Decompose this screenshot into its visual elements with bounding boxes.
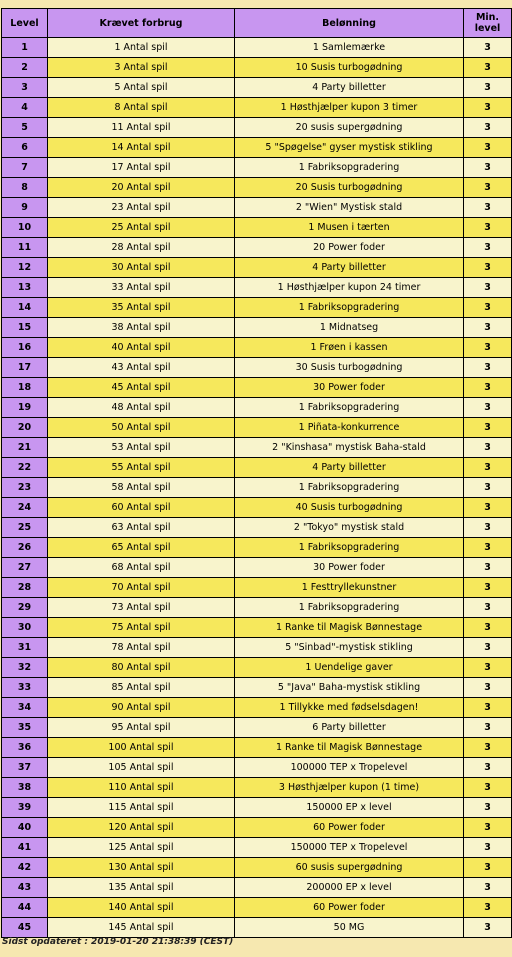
- level-cell: 43: [2, 878, 48, 898]
- reward-cell: 40 Susis turbogødning: [235, 498, 464, 518]
- table-row: [2, 638, 512, 658]
- reward-cell: 60 susis supergødning: [235, 858, 464, 878]
- table-row: [2, 78, 512, 98]
- requirement-cell: 28 Antal spil: [48, 238, 235, 258]
- level-cell: 31: [2, 638, 48, 658]
- reward-cell: 4 Party billetter: [235, 78, 464, 98]
- min-level-cell: 3: [464, 838, 512, 858]
- requirement-cell: 11 Antal spil: [48, 118, 235, 138]
- table-row: [2, 718, 512, 738]
- reward-cell: 100000 TEP x Tropelevel: [235, 758, 464, 778]
- requirement-cell: 75 Antal spil: [48, 618, 235, 638]
- table-row: [2, 398, 512, 418]
- reward-cell: 1 Ranke til Magisk Bønnestage: [235, 738, 464, 758]
- level-cell: 5: [2, 118, 48, 138]
- requirement-cell: 78 Antal spil: [48, 638, 235, 658]
- min-level-cell: 3: [464, 298, 512, 318]
- min-level-cell: 3: [464, 478, 512, 498]
- min-level-cell: 3: [464, 258, 512, 278]
- requirement-cell: 25 Antal spil: [48, 218, 235, 238]
- min-level-cell: 3: [464, 438, 512, 458]
- table-row: [2, 478, 512, 498]
- table-row: [2, 298, 512, 318]
- level-cell: 11: [2, 238, 48, 258]
- min-level-cell: 3: [464, 378, 512, 398]
- requirement-cell: 100 Antal spil: [48, 738, 235, 758]
- requirement-cell: 1 Antal spil: [48, 38, 235, 58]
- requirement-cell: 3 Antal spil: [48, 58, 235, 78]
- table-body: [2, 38, 512, 938]
- reward-cell: 1 Musen i tærten: [235, 218, 464, 238]
- reward-cell: 1 Fabriksopgradering: [235, 598, 464, 618]
- min-level-cell: 3: [464, 138, 512, 158]
- reward-cell: 1 Festtryllekunstner: [235, 578, 464, 598]
- reward-cell: 30 Power foder: [235, 378, 464, 398]
- level-cell: 10: [2, 218, 48, 238]
- level-cell: 36: [2, 738, 48, 758]
- level-cell: 13: [2, 278, 48, 298]
- level-cell: 32: [2, 658, 48, 678]
- table-row: [2, 578, 512, 598]
- requirement-cell: 110 Antal spil: [48, 778, 235, 798]
- header-min-level-line2: level: [474, 23, 501, 34]
- level-cell: 34: [2, 698, 48, 718]
- requirement-cell: 45 Antal spil: [48, 378, 235, 398]
- level-cell: 44: [2, 898, 48, 918]
- min-level-cell: 3: [464, 698, 512, 718]
- header-reward: Belønning: [235, 9, 464, 38]
- reward-cell: 60 Power foder: [235, 818, 464, 838]
- reward-cell: 3 Høsthjælper kupon (1 time): [235, 778, 464, 798]
- level-cell: 42: [2, 858, 48, 878]
- level-cell: 23: [2, 478, 48, 498]
- reward-cell: 1 Fabriksopgradering: [235, 298, 464, 318]
- min-level-cell: 3: [464, 198, 512, 218]
- requirement-cell: 38 Antal spil: [48, 318, 235, 338]
- min-level-cell: 3: [464, 398, 512, 418]
- table-row: [2, 698, 512, 718]
- table-row: [2, 278, 512, 298]
- reward-cell: 20 Power foder: [235, 238, 464, 258]
- requirement-cell: 105 Antal spil: [48, 758, 235, 778]
- reward-cell: 1 Uendelige gaver: [235, 658, 464, 678]
- reward-cell: 2 "Wien" Mystisk stald: [235, 198, 464, 218]
- table-row: [2, 418, 512, 438]
- min-level-cell: 3: [464, 538, 512, 558]
- level-cell: 4: [2, 98, 48, 118]
- requirement-cell: 80 Antal spil: [48, 658, 235, 678]
- table-row: [2, 138, 512, 158]
- min-level-cell: 3: [464, 858, 512, 878]
- table-row: [2, 758, 512, 778]
- level-cell: 16: [2, 338, 48, 358]
- level-cell: 15: [2, 318, 48, 338]
- table-row: [2, 658, 512, 678]
- min-level-cell: 3: [464, 758, 512, 778]
- reward-cell: 2 "Kinshasa" mystisk Baha-stald: [235, 438, 464, 458]
- min-level-cell: 3: [464, 338, 512, 358]
- level-cell: 29: [2, 598, 48, 618]
- reward-cell: 200000 EP x level: [235, 878, 464, 898]
- level-cell: 22: [2, 458, 48, 478]
- requirement-cell: 17 Antal spil: [48, 158, 235, 178]
- level-cell: 35: [2, 718, 48, 738]
- min-level-cell: 3: [464, 518, 512, 538]
- level-cell: 25: [2, 518, 48, 538]
- min-level-cell: 3: [464, 598, 512, 618]
- min-level-cell: 3: [464, 278, 512, 298]
- level-cell: 37: [2, 758, 48, 778]
- requirement-cell: 48 Antal spil: [48, 398, 235, 418]
- reward-cell: 50 MG: [235, 918, 464, 938]
- table-row: [2, 38, 512, 58]
- min-level-cell: 3: [464, 638, 512, 658]
- requirement-cell: 145 Antal spil: [48, 918, 235, 938]
- header-min-level: [464, 9, 512, 38]
- header-level: Level: [2, 9, 48, 38]
- reward-cell: 20 susis supergødning: [235, 118, 464, 138]
- min-level-cell: 3: [464, 878, 512, 898]
- table-row: [2, 238, 512, 258]
- table-row: [2, 58, 512, 78]
- level-cell: 7: [2, 158, 48, 178]
- requirement-cell: 30 Antal spil: [48, 258, 235, 278]
- min-level-cell: 3: [464, 418, 512, 438]
- level-cell: 21: [2, 438, 48, 458]
- level-cell: 28: [2, 578, 48, 598]
- level-cell: 2: [2, 58, 48, 78]
- requirement-cell: 120 Antal spil: [48, 818, 235, 838]
- requirement-cell: 73 Antal spil: [48, 598, 235, 618]
- table-row: [2, 218, 512, 238]
- min-level-cell: 3: [464, 498, 512, 518]
- table-row: [2, 918, 512, 938]
- min-level-cell: 3: [464, 898, 512, 918]
- level-cell: 1: [2, 38, 48, 58]
- last-updated-text: Sidst opdateret : 2019-01-20 21:38:39 (CEST): [2, 937, 234, 947]
- requirement-cell: 40 Antal spil: [48, 338, 235, 358]
- reward-cell: 1 Fabriksopgradering: [235, 398, 464, 418]
- table-row: [2, 818, 512, 838]
- header-requirement: Krævet forbrug: [48, 9, 235, 38]
- requirement-cell: 8 Antal spil: [48, 98, 235, 118]
- min-level-cell: 3: [464, 58, 512, 78]
- level-cell: 20: [2, 418, 48, 438]
- table-row: [2, 358, 512, 378]
- reward-cell: 1 Piñata-konkurrence: [235, 418, 464, 438]
- requirement-cell: 65 Antal spil: [48, 538, 235, 558]
- table-row: [2, 498, 512, 518]
- requirement-cell: 53 Antal spil: [48, 438, 235, 458]
- reward-cell: 6 Party billetter: [235, 718, 464, 738]
- reward-cell: 20 Susis turbogødning: [235, 178, 464, 198]
- reward-cell: 1 Fabriksopgradering: [235, 478, 464, 498]
- level-cell: 40: [2, 818, 48, 838]
- table-row: [2, 738, 512, 758]
- level-cell: 3: [2, 78, 48, 98]
- reward-cell: 30 Susis turbogødning: [235, 358, 464, 378]
- reward-cell: 1 Samlemærke: [235, 38, 464, 58]
- table-row: [2, 598, 512, 618]
- requirement-cell: 20 Antal spil: [48, 178, 235, 198]
- reward-cell: 4 Party billetter: [235, 258, 464, 278]
- min-level-cell: 3: [464, 658, 512, 678]
- level-cell: 19: [2, 398, 48, 418]
- table-row: [2, 178, 512, 198]
- reward-cell: 30 Power foder: [235, 558, 464, 578]
- min-level-cell: 3: [464, 738, 512, 758]
- min-level-cell: 3: [464, 778, 512, 798]
- min-level-cell: 3: [464, 318, 512, 338]
- reward-cell: 1 Fabriksopgradering: [235, 538, 464, 558]
- table-row: [2, 878, 512, 898]
- requirement-cell: 115 Antal spil: [48, 798, 235, 818]
- requirement-cell: 125 Antal spil: [48, 838, 235, 858]
- reward-cell: 1 Høsthjælper kupon 3 timer: [235, 98, 464, 118]
- reward-cell: 1 Fabriksopgradering: [235, 158, 464, 178]
- reward-cell: 1 Frøen i kassen: [235, 338, 464, 358]
- requirement-cell: 23 Antal spil: [48, 198, 235, 218]
- reward-cell: 5 "Sinbad"-mystisk stikling: [235, 638, 464, 658]
- requirement-cell: 60 Antal spil: [48, 498, 235, 518]
- min-level-cell: 3: [464, 118, 512, 138]
- requirement-cell: 5 Antal spil: [48, 78, 235, 98]
- min-level-cell: 3: [464, 718, 512, 738]
- requirement-cell: 43 Antal spil: [48, 358, 235, 378]
- min-level-cell: 3: [464, 798, 512, 818]
- table-row: [2, 118, 512, 138]
- table-row: [2, 518, 512, 538]
- reward-cell: 150000 TEP x Tropelevel: [235, 838, 464, 858]
- table-row: [2, 158, 512, 178]
- min-level-cell: 3: [464, 38, 512, 58]
- min-level-cell: 3: [464, 678, 512, 698]
- table-row: [2, 458, 512, 478]
- table-row: [2, 798, 512, 818]
- table-row: [2, 198, 512, 218]
- requirement-cell: 95 Antal spil: [48, 718, 235, 738]
- table-header-row: [2, 9, 512, 38]
- level-cell: 27: [2, 558, 48, 578]
- level-cell: 33: [2, 678, 48, 698]
- level-cell: 9: [2, 198, 48, 218]
- requirement-cell: 63 Antal spil: [48, 518, 235, 538]
- level-cell: 18: [2, 378, 48, 398]
- table-row: [2, 538, 512, 558]
- level-cell: 38: [2, 778, 48, 798]
- reward-cell: 2 "Tokyo" mystisk stald: [235, 518, 464, 538]
- level-cell: 45: [2, 918, 48, 938]
- min-level-cell: 3: [464, 918, 512, 938]
- requirement-cell: 14 Antal spil: [48, 138, 235, 158]
- min-level-cell: 3: [464, 238, 512, 258]
- table-row: [2, 258, 512, 278]
- reward-cell: 1 Ranke til Magisk Bønnestage: [235, 618, 464, 638]
- level-cell: 12: [2, 258, 48, 278]
- table-row: [2, 778, 512, 798]
- requirement-cell: 140 Antal spil: [48, 898, 235, 918]
- level-cell: 41: [2, 838, 48, 858]
- min-level-cell: 3: [464, 458, 512, 478]
- requirement-cell: 90 Antal spil: [48, 698, 235, 718]
- requirement-cell: 58 Antal spil: [48, 478, 235, 498]
- min-level-cell: 3: [464, 578, 512, 598]
- header-min-level-line1: Min.: [475, 12, 500, 23]
- table-row: [2, 858, 512, 878]
- reward-cell: 1 Midnatseg: [235, 318, 464, 338]
- level-cell: 39: [2, 798, 48, 818]
- requirement-cell: 55 Antal spil: [48, 458, 235, 478]
- table-row: [2, 438, 512, 458]
- table-row: [2, 378, 512, 398]
- requirement-cell: 33 Antal spil: [48, 278, 235, 298]
- level-cell: 6: [2, 138, 48, 158]
- table-row: [2, 898, 512, 918]
- table-row: [2, 678, 512, 698]
- level-cell: 24: [2, 498, 48, 518]
- requirement-cell: 135 Antal spil: [48, 878, 235, 898]
- table-row: [2, 318, 512, 338]
- level-cell: 14: [2, 298, 48, 318]
- level-cell: 17: [2, 358, 48, 378]
- min-level-cell: 3: [464, 78, 512, 98]
- min-level-cell: 3: [464, 158, 512, 178]
- reward-cell: 1 Høsthjælper kupon 24 timer: [235, 278, 464, 298]
- min-level-cell: 3: [464, 358, 512, 378]
- requirement-cell: 68 Antal spil: [48, 558, 235, 578]
- table-row: [2, 618, 512, 638]
- level-rewards-table: [1, 8, 512, 938]
- reward-cell: 60 Power foder: [235, 898, 464, 918]
- table-row: [2, 338, 512, 358]
- min-level-cell: 3: [464, 558, 512, 578]
- table-row: [2, 838, 512, 858]
- min-level-cell: 3: [464, 98, 512, 118]
- reward-cell: 10 Susis turbogødning: [235, 58, 464, 78]
- min-level-cell: 3: [464, 818, 512, 838]
- requirement-cell: 85 Antal spil: [48, 678, 235, 698]
- requirement-cell: 50 Antal spil: [48, 418, 235, 438]
- table-row: [2, 98, 512, 118]
- level-cell: 26: [2, 538, 48, 558]
- reward-cell: 4 Party billetter: [235, 458, 464, 478]
- min-level-cell: 3: [464, 178, 512, 198]
- requirement-cell: 70 Antal spil: [48, 578, 235, 598]
- table-row: [2, 558, 512, 578]
- level-cell: 30: [2, 618, 48, 638]
- requirement-cell: 35 Antal spil: [48, 298, 235, 318]
- reward-cell: 1 Tillykke med fødselsdagen!: [235, 698, 464, 718]
- level-cell: 8: [2, 178, 48, 198]
- reward-cell: 150000 EP x level: [235, 798, 464, 818]
- reward-cell: 5 "Java" Baha-mystisk stikling: [235, 678, 464, 698]
- min-level-cell: 3: [464, 218, 512, 238]
- reward-cell: 5 "Spøgelse" gyser mystisk stikling: [235, 138, 464, 158]
- requirement-cell: 130 Antal spil: [48, 858, 235, 878]
- min-level-cell: 3: [464, 618, 512, 638]
